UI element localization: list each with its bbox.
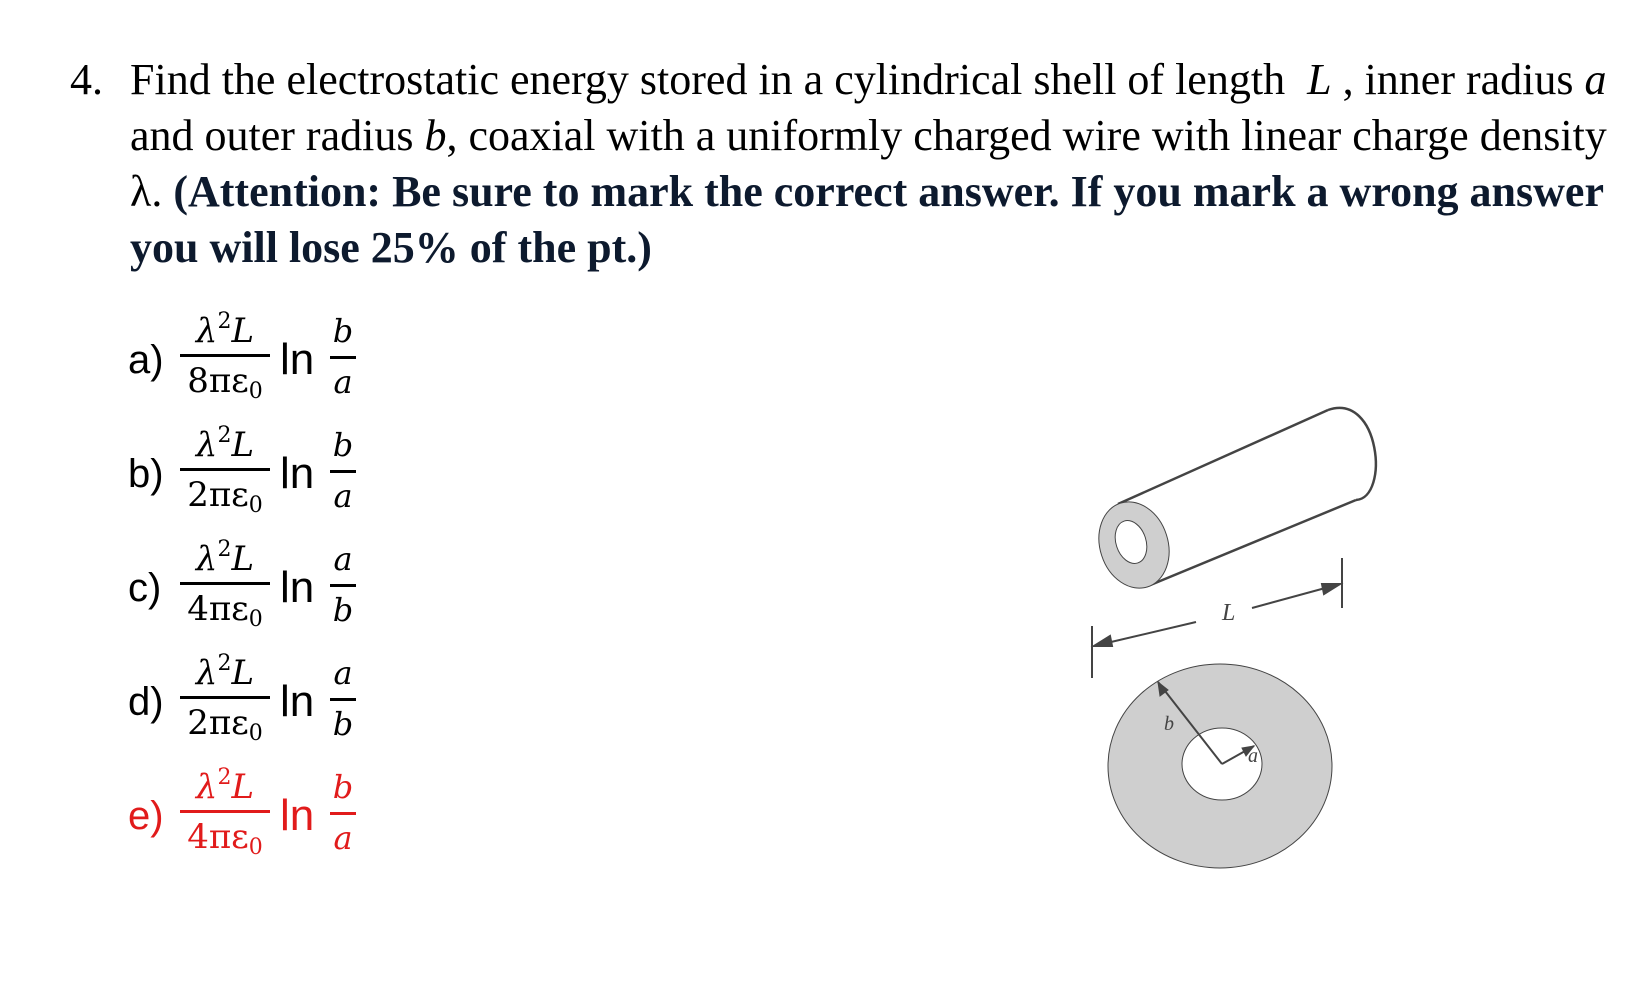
variable-b: b <box>424 111 447 160</box>
fraction-numerator: $\lambda^2L$ <box>195 537 255 579</box>
attention-note: (Attention: Be sure to mark the correct answer. If you mark a wrong answer you will lose 25% of the pt.) <box>130 167 1604 272</box>
fraction-denominator: $4\pi\varepsilon_0$ <box>187 589 263 632</box>
energy-coefficient-fraction <box>180 766 270 859</box>
natural-log: ln <box>280 791 315 840</box>
fraction-denominator: $8\pi\varepsilon_0$ <box>187 361 263 404</box>
fraction-denominator: $2\pi\varepsilon_0$ <box>187 703 263 746</box>
cylinder-front-face <box>1088 493 1180 598</box>
cylindrical-shell-figure <box>1080 400 1440 900</box>
cylinder-top-edge <box>1118 410 1328 504</box>
option-c[interactable] <box>128 536 388 646</box>
fraction-numerator: $\lambda^2L$ <box>195 309 255 351</box>
radius-ratio-fraction <box>330 424 356 517</box>
variable-L: L <box>1307 55 1332 104</box>
natural-log: ln <box>280 449 315 498</box>
question-text-part-4: , coaxial with a uniformly charged wire with linear charge density λ. <box>130 111 1607 216</box>
question-block <box>70 52 1610 276</box>
option-e[interactable] <box>128 764 388 874</box>
fraction-bar <box>330 470 356 473</box>
natural-log: ln <box>280 563 315 612</box>
ratio-numerator: a <box>333 540 353 578</box>
fraction-bar <box>330 584 356 587</box>
variable-a: a <box>1584 55 1607 104</box>
natural-log: ln <box>280 335 315 384</box>
energy-coefficient-fraction <box>180 652 270 745</box>
energy-coefficient-fraction <box>180 538 270 631</box>
option-label: c) <box>128 566 162 610</box>
ratio-denominator: b <box>332 705 354 743</box>
fraction-bar <box>330 698 356 701</box>
radius-ratio-fraction <box>330 766 356 859</box>
question-text-part-2: , inner radius <box>1342 55 1574 104</box>
energy-coefficient-fraction <box>180 424 270 517</box>
radius-ratio-fraction <box>330 310 356 403</box>
fraction-bar <box>180 696 270 699</box>
radius-b-label: b <box>1164 713 1174 735</box>
question-text <box>130 52 1610 276</box>
ratio-numerator: a <box>333 654 353 692</box>
ratio-numerator: b <box>332 312 354 350</box>
ratio-denominator: a <box>333 363 353 401</box>
fraction-bar <box>330 812 356 815</box>
natural-log: ln <box>280 677 315 726</box>
fraction-numerator: $\lambda^2L$ <box>195 423 255 465</box>
option-label: d) <box>128 680 164 724</box>
ratio-denominator: a <box>333 477 353 515</box>
radius-ratio-fraction <box>330 652 356 745</box>
radius-ratio-fraction <box>330 538 356 631</box>
ratio-denominator: b <box>332 591 354 629</box>
fraction-denominator: $2\pi\varepsilon_0$ <box>187 475 263 518</box>
arrowhead-right <box>1322 584 1340 594</box>
fraction-numerator: $\lambda^2L$ <box>195 765 255 807</box>
cross-section <box>1108 664 1332 868</box>
option-a[interactable] <box>128 308 388 418</box>
cylinder-bottom-edge <box>1148 500 1356 586</box>
option-label: b) <box>128 452 164 496</box>
option-b[interactable] <box>128 422 388 532</box>
question-text-part-3: and outer radius <box>130 111 414 160</box>
fraction-bar <box>330 356 356 359</box>
question-number: 4. <box>70 55 103 104</box>
fraction-bar <box>180 810 270 813</box>
fraction-bar <box>180 582 270 585</box>
length-label: L <box>1222 600 1236 626</box>
option-d[interactable] <box>128 650 388 760</box>
option-label: a) <box>128 338 164 382</box>
cylinder-far-end <box>1328 408 1376 500</box>
ratio-numerator: b <box>332 426 354 464</box>
question-text-part-1: Find the electrostatic energy stored in a cylindrical shell of length <box>130 55 1286 104</box>
arrowhead-left <box>1094 636 1112 646</box>
fraction-bar <box>180 354 270 357</box>
ratio-numerator: b <box>332 768 354 806</box>
fraction-bar <box>180 468 270 471</box>
energy-coefficient-fraction <box>180 310 270 403</box>
fraction-numerator: $\lambda^2L$ <box>195 651 255 693</box>
ratio-denominator: a <box>333 819 353 857</box>
radius-a-label: a <box>1248 745 1258 767</box>
option-label: e) <box>128 794 164 838</box>
fraction-denominator: $4\pi\varepsilon_0$ <box>187 817 263 860</box>
